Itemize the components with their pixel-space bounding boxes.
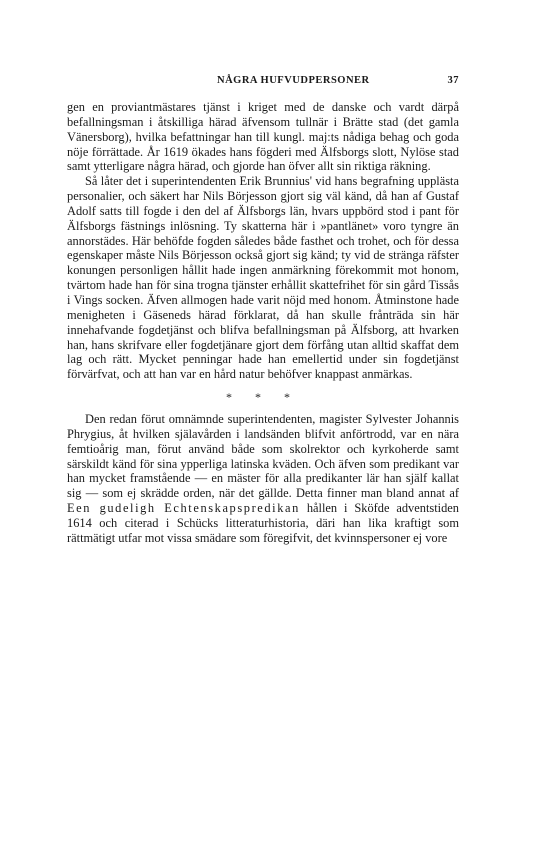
paragraph-3 <box>67 412 459 546</box>
paragraph-3-continuation: hållen i Sköfde adventstiden 1614 och citerad i Schücks litteraturhistoria, däri han lika kraftigt som rättmätigt utfar mot vissa smädare som föregifvit, det kvinnspersoner ej vore <box>67 501 459 545</box>
running-title: NÅGRA HUFVUDPERSONER <box>217 75 370 86</box>
section-separator: * * * <box>226 390 300 405</box>
running-header <box>67 75 459 91</box>
sermon-title: Een gudeligh Echtenskapspredikan <box>67 501 300 516</box>
paragraph-3-text: Den redan förut omnämnde superintendenten, magister Sylvester Johannis Phrygius, åt hvilken själavården i landsänden blifvit anförtrodd, var en nära femtioårig man, förut använd både som skolrektor och kyrkoherde samt särskildt känd för sina ypperliga latinska kväden. Och äfven som predikant var han mycket framstående — en mäster för alla predikanter lär han själf kallat sig — som ej skrädde orden, när det gällde. Detta finner man bland annat af <box>67 412 459 501</box>
page-number: 37 <box>447 75 459 86</box>
paragraph-1: gen en proviantmästares tjänst i kriget med de danske och vardt därpå befallningsman i åtskilliga härad äfvensom tullnär i Brätte stad (det gamla Vänersborg), hvilka befattningar han till kungl. maj:ts nådiga behag och goda nöje förrättade. År 1619 ökades hans fögderi med Älfsborgs slott, Nylöse stad samt ytterligare några härad, och gjorde han öfver allt sin riktiga räkning. <box>67 100 459 174</box>
body-text <box>67 100 459 546</box>
paragraph-2: Så låter det i superintendenten Erik Brunnius' vid hans begrafning upplästa personalier, och säkert har Nils Börjesson gjort sig väl känd, då han af Gustaf Adolf satts till fogde i den del af Älfsborgs län, hvars uppbörd stod i pant för Älfsborgs fästnings inlösning. Ty skatterna här i »pantlänet» voro tyngre än annorstädes. Här behöfde fogden således både fasthet och trohet, och för dessa egenskaper måste Nils Börjesson också gjort sig känd; ty vid de stränga räfster konungen personligen hållit hade ingen anmärkning förekommit mot honom, tvärtom hade han för sina trogna tjänster erhållit skattefrihet för sin gård Tissås i Vings socken. Äfven allmogen hade varit nöjd med honom. Åtminstone hade menigheten i Gäseneds härad förklarat, då han skulle frånträda sin här innehafvande fogdetjänst och blifva befallningsman på Älfsborg, att hvarken han, hans skrifvare eller fogdetjänare gjort dem förfång utan alltid skaffat dem lag och rätt. Mycket penningar hade han emellertid under sin fogdetjänst förvärfvat, och att han var en hård natur behöfver knappast anmärkas. <box>67 174 459 382</box>
